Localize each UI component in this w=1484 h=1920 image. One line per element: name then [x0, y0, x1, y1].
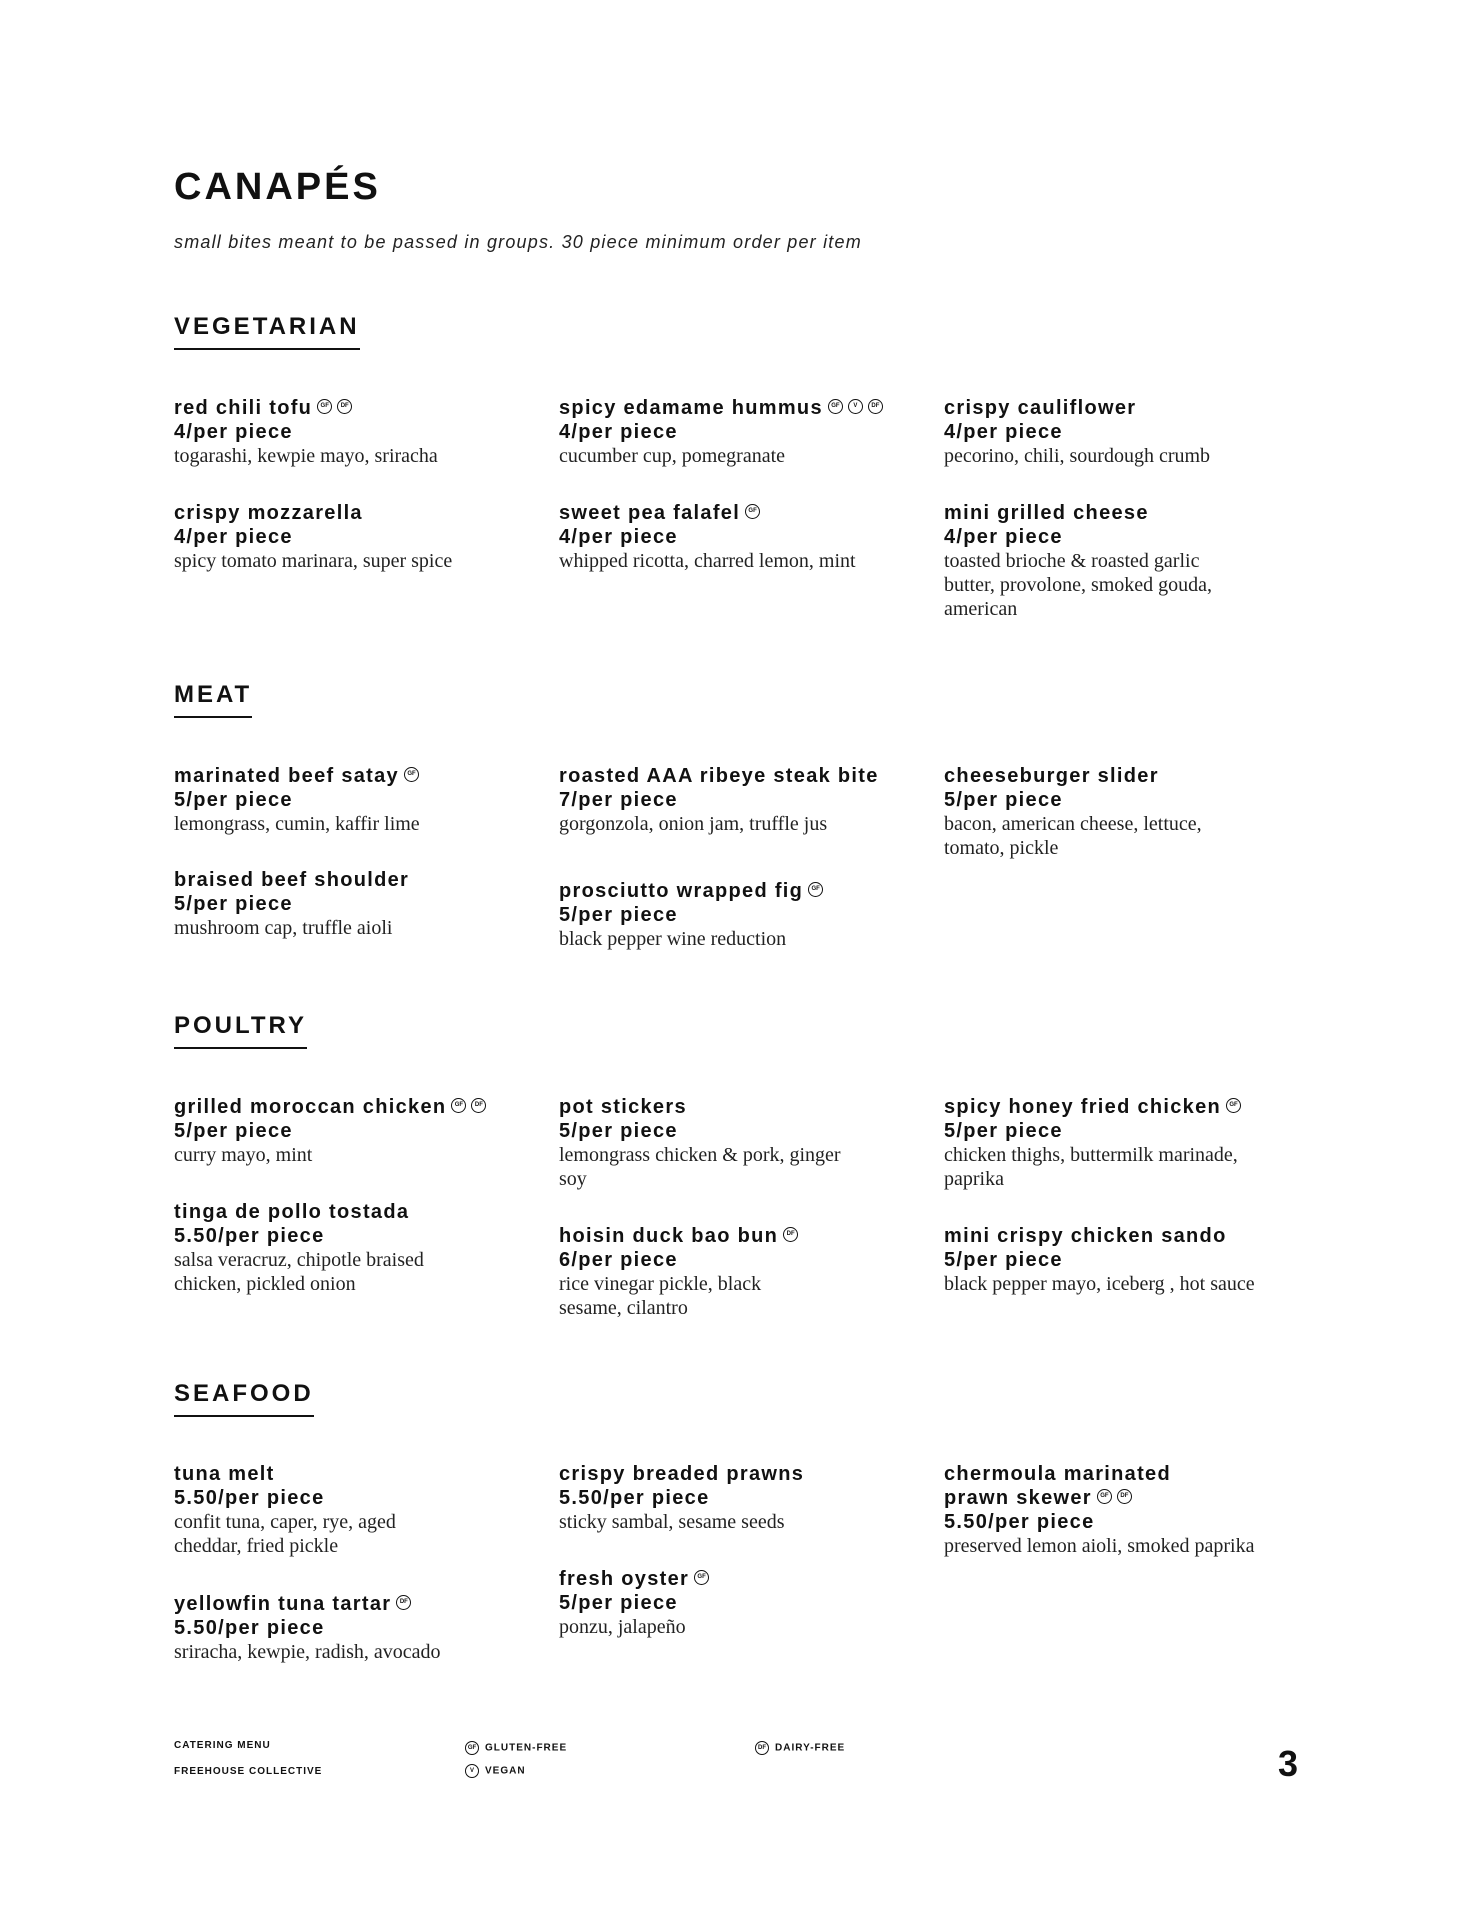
menu-item [174, 1462, 444, 1558]
menu-item [559, 396, 919, 468]
item-price: 4/per piece [944, 421, 1063, 443]
item-description: rice vinegar pickle, black sesame, cilantro [559, 1273, 762, 1319]
menu-item [559, 1567, 919, 1639]
menu-item [174, 868, 534, 940]
menu-item [944, 764, 1264, 860]
legend-vegan: V VEGAN [465, 1764, 526, 1778]
menu-item [174, 396, 534, 468]
section-heading-seafood: SEAFOOD [174, 1379, 314, 1417]
item-price: 5/per piece [559, 1120, 678, 1142]
menu-item [944, 501, 1244, 621]
menu-item [559, 1224, 819, 1320]
item-name: fresh oyster GF [559, 1567, 919, 1591]
footer-freehouse-collective: FREEHOUSE COLLECTIVE [174, 1766, 323, 1777]
item-price: 5/per piece [944, 1120, 1063, 1142]
item-name: tuna melt [174, 1463, 275, 1485]
legend-gluten-free: GF GLUTEN-FREE [465, 1741, 567, 1755]
item-price: 5.50/per piece [174, 1487, 325, 1509]
menu-item [559, 501, 919, 573]
item-price: 4/per piece [559, 526, 678, 548]
item-name: roasted AAA ribeye steak bite [559, 765, 879, 787]
menu-item [944, 1224, 1324, 1296]
gluten-free-icon: GF [1226, 1098, 1241, 1113]
item-name: cheeseburger slider [944, 765, 1159, 787]
item-description: black pepper mayo, iceberg , hot sauce [944, 1273, 1255, 1295]
vegan-icon: V [465, 1764, 479, 1778]
item-description: ponzu, jalapeño [559, 1616, 686, 1638]
item-name: spicy honey fried chicken GF [944, 1095, 1294, 1119]
item-name: marinated beef satay GF [174, 764, 534, 788]
item-name: sweet pea falafel GF [559, 501, 919, 525]
menu-item [944, 396, 1304, 468]
item-price: 5/per piece [559, 904, 678, 926]
item-description: gorgonzola, onion jam, truffle jus [559, 813, 828, 835]
item-price: 4/per piece [174, 421, 293, 443]
item-description: lemongrass chicken & pork, ginger soy [559, 1144, 841, 1190]
gluten-free-icon: GF [808, 882, 823, 897]
legend-dairy-free: DF DAIRY-FREE [755, 1741, 845, 1755]
menu-item [559, 1462, 919, 1534]
menu-item [174, 1592, 534, 1664]
item-name: tinga de pollo tostada [174, 1201, 410, 1223]
dairy-free-icon: DF [337, 399, 352, 414]
dairy-free-icon: DF [1117, 1489, 1132, 1504]
section-heading-meat: MEAT [174, 680, 252, 718]
gluten-free-icon: GF [745, 504, 760, 519]
item-price: 5.50/per piece [174, 1225, 325, 1247]
menu-item [174, 1200, 494, 1296]
item-description: toasted brioche & roasted garlic butter, provolone, smoked gouda, american [944, 550, 1213, 620]
item-price: 5/per piece [559, 1592, 678, 1614]
item-description: preserved lemon aioli, smoked paprika [944, 1535, 1255, 1557]
gluten-free-icon: GF [828, 399, 843, 414]
dairy-free-icon: DF [755, 1741, 769, 1755]
item-description: togarashi, kewpie mayo, sriracha [174, 445, 438, 467]
menu-item [559, 879, 919, 951]
page-title: CANAPÉS [174, 166, 381, 208]
dairy-free-icon: DF [783, 1227, 798, 1242]
item-price: 5/per piece [174, 789, 293, 811]
menu-item [174, 501, 534, 573]
item-description: spicy tomato marinara, super spice [174, 550, 453, 572]
dairy-free-icon: DF [471, 1098, 486, 1113]
item-price: 5/per piece [944, 1249, 1063, 1271]
item-price: 5.50/per piece [559, 1487, 710, 1509]
item-name: hoisin duck bao bun DF [559, 1224, 819, 1248]
item-description: lemongrass, cumin, kaffir lime [174, 813, 420, 835]
menu-item [559, 764, 919, 836]
footer-catering-menu: CATERING MENU [174, 1740, 271, 1751]
item-description: pecorino, chili, sourdough crumb [944, 445, 1211, 467]
dairy-free-icon: DF [396, 1595, 411, 1610]
item-name: braised beef shoulder [174, 869, 410, 891]
item-name: yellowfin tuna tartar DF [174, 1592, 534, 1616]
gluten-free-icon: GF [465, 1741, 479, 1755]
dairy-free-icon: DF [868, 399, 883, 414]
item-description: mushroom cap, truffle aioli [174, 917, 393, 939]
item-name: prosciutto wrapped fig GF [559, 879, 919, 903]
item-description: bacon, american cheese, lettuce, tomato, pickle [944, 813, 1202, 859]
section-heading-vegetarian: VEGETARIAN [174, 312, 360, 350]
item-price: 4/per piece [174, 526, 293, 548]
gluten-free-icon: GF [317, 399, 332, 414]
item-description: black pepper wine reduction [559, 928, 787, 950]
item-price: 5/per piece [944, 789, 1063, 811]
item-description: sriracha, kewpie, radish, avocado [174, 1641, 441, 1663]
gluten-free-icon: GF [451, 1098, 466, 1113]
section-heading-poultry: POULTRY [174, 1011, 307, 1049]
gluten-free-icon: GF [1097, 1489, 1112, 1504]
gluten-free-icon: GF [694, 1570, 709, 1585]
item-name: red chili tofu GF DF [174, 396, 534, 420]
item-name: crispy mozzarella [174, 502, 363, 524]
page-number: 3 [1278, 1743, 1299, 1784]
item-price: 4/per piece [559, 421, 678, 443]
menu-item [944, 1095, 1294, 1191]
item-name: mini crispy chicken sando [944, 1225, 1227, 1247]
item-name: crispy breaded prawns [559, 1463, 805, 1485]
item-description: cucumber cup, pomegranate [559, 445, 786, 467]
item-price: 5.50/per piece [174, 1617, 325, 1639]
menu-item [944, 1462, 1255, 1558]
item-price: 4/per piece [944, 526, 1063, 548]
item-name: mini grilled cheese [944, 502, 1149, 524]
item-name: chermoula marinated prawn skewer GF DF [944, 1463, 1171, 1509]
menu-item [174, 764, 534, 836]
item-description: whipped ricotta, charred lemon, mint [559, 550, 856, 572]
item-name: grilled moroccan chicken GF DF [174, 1095, 534, 1119]
page-subtitle: small bites meant to be passed in groups. 30 piece minimum order per item [174, 232, 862, 252]
item-description: salsa veracruz, chipotle braised chicken, pickled onion [174, 1249, 424, 1295]
item-price: 5/per piece [174, 1120, 293, 1142]
item-name: pot stickers [559, 1096, 687, 1118]
item-description: confit tuna, caper, rye, aged cheddar, fried pickle [174, 1511, 396, 1557]
item-price: 6/per piece [559, 1249, 678, 1271]
vegan-icon: V [848, 399, 863, 414]
item-description: chicken thighs, buttermilk marinade, paprika [944, 1144, 1238, 1190]
menu-item [174, 1095, 534, 1167]
item-price: 5/per piece [174, 893, 293, 915]
item-name: spicy edamame hummus GF V DF [559, 396, 919, 420]
item-name: crispy cauliflower [944, 397, 1137, 419]
menu-item [559, 1095, 859, 1191]
item-description: sticky sambal, sesame seeds [559, 1511, 785, 1533]
item-description: curry mayo, mint [174, 1144, 313, 1166]
item-price: 7/per piece [559, 789, 678, 811]
item-price: 5.50/per piece [944, 1511, 1095, 1533]
gluten-free-icon: GF [404, 767, 419, 782]
